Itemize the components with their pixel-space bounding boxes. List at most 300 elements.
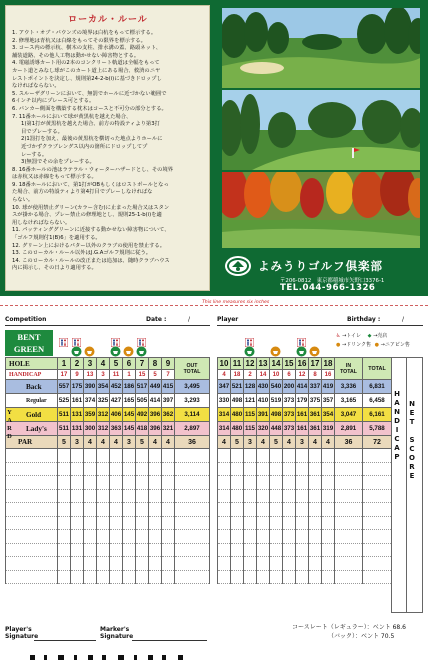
score-cell[interactable] [136, 530, 149, 544]
score-cell[interactable] [110, 557, 123, 571]
score-cell[interactable] [175, 489, 210, 503]
score-cell[interactable] [257, 476, 270, 490]
score-cell[interactable] [162, 516, 175, 530]
score-cell[interactable] [136, 503, 149, 517]
score-cell[interactable] [149, 476, 162, 490]
par-total: 72 [363, 436, 392, 449]
local-rule-line: らない。 [12, 197, 34, 204]
score-cell[interactable] [257, 489, 270, 503]
score-cell[interactable] [84, 449, 97, 463]
score-cell[interactable] [136, 557, 149, 571]
score-cell[interactable] [58, 516, 71, 530]
score-row [6, 543, 210, 557]
score-cell[interactable] [244, 516, 257, 530]
score-cell[interactable] [322, 449, 335, 463]
score-cell[interactable] [363, 503, 392, 517]
score-cell[interactable] [110, 503, 123, 517]
score-cell[interactable] [335, 503, 363, 517]
score-cell[interactable] [335, 516, 363, 530]
score-cell[interactable] [58, 503, 71, 517]
score-cell[interactable] [257, 570, 270, 584]
score-cell[interactable] [218, 503, 231, 517]
score-cell[interactable] [218, 476, 231, 490]
yardage-value: 511 [58, 408, 71, 422]
score-cell[interactable] [257, 462, 270, 476]
score-cell[interactable] [149, 489, 162, 503]
score-cell[interactable] [218, 530, 231, 544]
score-cell[interactable] [110, 543, 123, 557]
score-cell[interactable] [84, 503, 97, 517]
score-cell[interactable] [322, 557, 335, 571]
score-cell[interactable] [218, 516, 231, 530]
score-cell[interactable] [110, 462, 123, 476]
score-cell[interactable] [363, 530, 392, 544]
score-cell[interactable] [270, 543, 283, 557]
score-cell[interactable] [335, 570, 363, 584]
score-cell[interactable] [270, 449, 283, 463]
score-cell[interactable] [309, 570, 322, 584]
score-cell[interactable] [244, 449, 257, 463]
score-cell[interactable] [231, 449, 244, 463]
score-cell[interactable] [123, 449, 136, 463]
score-cell[interactable] [162, 543, 175, 557]
score-cell[interactable] [123, 570, 136, 584]
score-cell[interactable] [363, 557, 392, 571]
score-cell[interactable] [283, 462, 296, 476]
score-cell[interactable] [283, 530, 296, 544]
score-cell[interactable] [162, 489, 175, 503]
score-cell[interactable] [309, 516, 322, 530]
score-cell[interactable] [283, 449, 296, 463]
score-cell[interactable] [363, 462, 392, 476]
score-cell[interactable] [58, 476, 71, 490]
score-cell[interactable] [296, 449, 309, 463]
local-rule-line: 近づかずクラブレングス以内の箇所にドロップしてプ [21, 143, 148, 150]
score-cell[interactable] [335, 557, 363, 571]
score-cell[interactable] [283, 570, 296, 584]
score-cell[interactable] [322, 516, 335, 530]
score-cell[interactable] [270, 503, 283, 517]
score-cell[interactable] [175, 449, 210, 463]
score-cell[interactable] [218, 462, 231, 476]
score-cell[interactable] [97, 530, 110, 544]
score-cell[interactable] [136, 449, 149, 463]
score-cell[interactable] [270, 462, 283, 476]
yardage-value: 337 [309, 380, 322, 394]
score-cell[interactable] [283, 503, 296, 517]
score-cell[interactable] [244, 557, 257, 571]
hole-number: 5 [110, 358, 123, 370]
score-cell[interactable] [123, 543, 136, 557]
bent-green-line2: GREEN [13, 344, 45, 354]
player-line [217, 325, 423, 326]
score-cell[interactable] [175, 462, 210, 476]
score-cell[interactable] [58, 449, 71, 463]
score-cell[interactable] [97, 476, 110, 490]
score-cell[interactable] [71, 530, 84, 544]
handicap-value: 3 [97, 370, 110, 380]
nearpin-icon: ● [374, 342, 380, 348]
total-header: TOTAL [363, 358, 392, 380]
score-cell[interactable] [322, 543, 335, 557]
score-cell[interactable] [110, 570, 123, 584]
local-rule-line: 6インチ以内にプレース可とする。 [12, 98, 95, 105]
score-cell[interactable] [270, 557, 283, 571]
par-value: 4 [283, 436, 296, 449]
yardage-value: 325 [97, 394, 110, 408]
score-cell[interactable] [123, 476, 136, 490]
player-label: Player [217, 316, 239, 323]
birthday-separator: / [402, 316, 405, 323]
par-value: 4 [84, 436, 97, 449]
score-cell[interactable] [257, 449, 270, 463]
yardage-value: 519 [270, 394, 283, 408]
score-cell[interactable] [71, 557, 84, 571]
hole-number: 1 [58, 358, 71, 370]
score-cell[interactable] [322, 462, 335, 476]
handicap-value: 4 [218, 370, 231, 380]
score-cell[interactable] [309, 476, 322, 490]
score-cell[interactable] [309, 557, 322, 571]
score-cell[interactable] [110, 489, 123, 503]
score-cell[interactable] [244, 462, 257, 476]
yardage-value: 517 [136, 380, 149, 394]
score-cell[interactable] [97, 543, 110, 557]
yardage-value: 121 [244, 394, 257, 408]
score-cell[interactable] [257, 530, 270, 544]
score-cell[interactable] [322, 489, 335, 503]
score-cell[interactable] [149, 557, 162, 571]
score-cell[interactable] [136, 516, 149, 530]
score-cell[interactable] [270, 516, 283, 530]
score-cell[interactable] [97, 557, 110, 571]
score-cell[interactable] [97, 462, 110, 476]
score-cell[interactable] [218, 449, 231, 463]
local-rule-line: は赤杭又は赤線をもって標示する。 [12, 174, 97, 181]
score-cell[interactable] [283, 543, 296, 557]
score-cell[interactable] [296, 516, 309, 530]
score-cell[interactable] [335, 462, 363, 476]
handicap-value: 12 [296, 370, 309, 380]
score-player-cell[interactable] [6, 543, 58, 557]
score-cell[interactable] [270, 476, 283, 490]
score-cell[interactable] [309, 530, 322, 544]
score-cell[interactable] [175, 503, 210, 517]
score-cell[interactable] [110, 530, 123, 544]
yardage-value: 200 [283, 380, 296, 394]
score-player-cell[interactable] [6, 503, 58, 517]
score-cell[interactable] [218, 570, 231, 584]
score-cell[interactable] [335, 543, 363, 557]
yardage-in-total: 3,047 [335, 408, 363, 422]
score-cell[interactable] [84, 476, 97, 490]
score-cell[interactable] [162, 570, 175, 584]
score-cell[interactable] [363, 516, 392, 530]
score-cell[interactable] [244, 476, 257, 490]
score-cell[interactable] [363, 543, 392, 557]
score-player-cell[interactable] [6, 462, 58, 476]
local-rule-line: 2. 修理地は青杭又は白線をもってその限界を標示する。 [12, 37, 146, 44]
score-cell[interactable] [296, 543, 309, 557]
score-cell[interactable] [335, 449, 363, 463]
score-cell[interactable] [244, 489, 257, 503]
player-signature-line [34, 640, 96, 641]
score-cell[interactable] [257, 557, 270, 571]
score-cell[interactable] [123, 489, 136, 503]
hole-row-label: HOLE [6, 358, 58, 370]
par-value: 4 [218, 436, 231, 449]
score-cell[interactable] [84, 489, 97, 503]
score-cell[interactable] [322, 503, 335, 517]
score-cell[interactable] [71, 462, 84, 476]
score-cell[interactable] [231, 489, 244, 503]
score-cell[interactable] [97, 489, 110, 503]
score-cell[interactable] [322, 530, 335, 544]
local-rule-line: なければならない。 [12, 83, 60, 90]
score-player-cell[interactable] [6, 476, 58, 490]
score-player-cell[interactable] [6, 557, 58, 571]
yardage-value: 362 [162, 408, 175, 422]
score-cell[interactable] [162, 449, 175, 463]
score-cell[interactable] [71, 489, 84, 503]
local-rule-line: 用しなければならない。 [12, 219, 71, 226]
score-cell[interactable] [270, 530, 283, 544]
score-cell[interactable] [149, 449, 162, 463]
score-cell[interactable] [71, 516, 84, 530]
par-value: 4 [322, 436, 335, 449]
score-cell[interactable] [149, 503, 162, 517]
score-cell[interactable] [149, 530, 162, 544]
score-cell[interactable] [244, 503, 257, 517]
score-player-cell[interactable] [6, 570, 58, 584]
score-cell[interactable] [363, 476, 392, 490]
score-cell[interactable] [257, 503, 270, 517]
yardage-value: 452 [110, 380, 123, 394]
score-cell[interactable] [175, 530, 210, 544]
score-cell[interactable] [97, 516, 110, 530]
yardage-value: 396 [149, 408, 162, 422]
course-photos [222, 8, 420, 248]
score-cell[interactable] [363, 489, 392, 503]
score-cell[interactable] [231, 476, 244, 490]
score-cell[interactable] [283, 557, 296, 571]
score-cell[interactable] [84, 462, 97, 476]
score-cell[interactable] [244, 530, 257, 544]
score-cell[interactable] [335, 476, 363, 490]
score-cell[interactable] [71, 503, 84, 517]
hole-number: 7 [136, 358, 149, 370]
local-rule-line: 3)無罰でその余をプレーする。 [21, 159, 95, 166]
score-player-cell[interactable] [6, 516, 58, 530]
handicap-value: 9 [71, 370, 84, 380]
score-cell[interactable] [84, 516, 97, 530]
score-cell[interactable] [231, 543, 244, 557]
score-cell[interactable] [136, 489, 149, 503]
score-cell[interactable] [309, 503, 322, 517]
score-cell[interactable] [71, 543, 84, 557]
score-cell[interactable] [296, 530, 309, 544]
score-cell[interactable] [309, 543, 322, 557]
score-cell[interactable] [175, 476, 210, 490]
local-rule-line: た場合、前方の特設ティより第4打目でプレーしなければな [12, 189, 153, 196]
score-cell[interactable] [136, 543, 149, 557]
score-player-cell[interactable] [6, 489, 58, 503]
score-cell[interactable] [84, 530, 97, 544]
handicap-value: 16 [322, 370, 335, 380]
legend-row-2 [336, 341, 410, 350]
score-cell[interactable] [296, 476, 309, 490]
score-cell[interactable] [136, 462, 149, 476]
date-label: Date : [146, 316, 167, 323]
score-cell[interactable] [231, 557, 244, 571]
score-cell[interactable] [149, 543, 162, 557]
score-player-cell[interactable] [6, 449, 58, 463]
score-cell[interactable] [231, 516, 244, 530]
score-cell[interactable] [175, 516, 210, 530]
score-cell[interactable] [335, 530, 363, 544]
score-cell[interactable] [175, 570, 210, 584]
score-cell[interactable] [149, 516, 162, 530]
score-cell[interactable] [322, 476, 335, 490]
yardage-in-total: 3,165 [335, 394, 363, 408]
score-cell[interactable] [309, 462, 322, 476]
score-row [218, 543, 392, 557]
score-row [218, 503, 392, 517]
score-cell[interactable] [84, 570, 97, 584]
score-cell[interactable] [363, 449, 392, 463]
local-rule-line: 9. 18番ホールにおいて、第1打がOBもしくはロストボールとなっ [12, 181, 169, 188]
score-cell[interactable] [110, 449, 123, 463]
score-cell[interactable] [244, 570, 257, 584]
score-cell[interactable] [175, 543, 210, 557]
score-cell[interactable] [123, 557, 136, 571]
score-cell[interactable] [296, 503, 309, 517]
score-cell[interactable] [110, 476, 123, 490]
score-cell[interactable] [123, 503, 136, 517]
score-cell[interactable] [257, 516, 270, 530]
score-cell[interactable] [162, 530, 175, 544]
score-cell[interactable] [162, 557, 175, 571]
score-cell[interactable] [309, 449, 322, 463]
score-cell[interactable] [270, 570, 283, 584]
yardage-value: 375 [309, 394, 322, 408]
local-rule-line: 8. 16番ホールの池はラテラル・ウォーターハザードとし、その境界 [12, 166, 174, 173]
score-cell[interactable] [123, 516, 136, 530]
local-rule-line: 1. アウト・オブ・バウンズの境界は白杭をもって標示する。 [12, 30, 157, 36]
yardage-out-total: 3,293 [175, 394, 210, 408]
score-cell[interactable] [309, 489, 322, 503]
handicap-vertical-label: HANDICAP [393, 390, 401, 462]
score-cell[interactable] [231, 530, 244, 544]
score-cell[interactable] [123, 462, 136, 476]
score-cell[interactable] [97, 503, 110, 517]
local-rules-list [12, 30, 204, 273]
score-cell[interactable] [58, 462, 71, 476]
yardage-value: 390 [84, 380, 97, 394]
yardage-value: 357 [322, 394, 335, 408]
score-cell[interactable] [149, 570, 162, 584]
score-cell[interactable] [97, 449, 110, 463]
score-row [6, 557, 210, 571]
local-rule-line: 目でプレーする。 [21, 128, 63, 135]
yardage-value: 406 [110, 408, 123, 422]
yardage-value: 347 [218, 380, 231, 394]
score-cell[interactable] [136, 476, 149, 490]
score-cell[interactable] [296, 570, 309, 584]
score-cell[interactable] [58, 489, 71, 503]
score-cell[interactable] [162, 503, 175, 517]
score-cell[interactable] [58, 530, 71, 544]
score-player-cell[interactable] [6, 530, 58, 544]
yardage-total: 6,831 [363, 380, 392, 394]
score-cell[interactable] [296, 462, 309, 476]
score-cell[interactable] [58, 570, 71, 584]
score-cell[interactable] [218, 557, 231, 571]
score-cell[interactable] [58, 557, 71, 571]
yardage-value: 505 [136, 394, 149, 408]
score-cell[interactable] [149, 462, 162, 476]
score-cell[interactable] [71, 570, 84, 584]
net-score-vertical-label: NET SCORE [408, 400, 416, 481]
hole-number: 9 [162, 358, 175, 370]
score-cell[interactable] [283, 489, 296, 503]
legend-row-1 [336, 332, 410, 341]
score-cell[interactable] [270, 489, 283, 503]
score-cell[interactable] [123, 530, 136, 544]
score-cell[interactable] [231, 570, 244, 584]
score-cell[interactable] [136, 570, 149, 584]
birthday-label: Birthday : [347, 316, 381, 323]
score-cell[interactable] [296, 489, 309, 503]
score-cell[interactable] [244, 543, 257, 557]
score-cell[interactable] [84, 557, 97, 571]
date-separator: / [188, 316, 191, 323]
handicap-value: 6 [283, 370, 296, 380]
score-cell[interactable] [231, 503, 244, 517]
brochure-panel [0, 0, 428, 296]
yardage-value: 397 [162, 394, 175, 408]
score-cell[interactable] [296, 557, 309, 571]
score-row [218, 557, 392, 571]
score-cell[interactable] [257, 543, 270, 557]
score-cell[interactable] [175, 557, 210, 571]
score-cell[interactable] [58, 543, 71, 557]
score-cell[interactable] [335, 489, 363, 503]
score-cell[interactable] [162, 476, 175, 490]
score-cell[interactable] [97, 570, 110, 584]
marker-signature-label: Marker's Signature [100, 626, 134, 640]
score-cell[interactable] [218, 489, 231, 503]
bent-green-line1: BENT [17, 332, 41, 342]
score-cell[interactable] [71, 449, 84, 463]
score-cell[interactable] [218, 543, 231, 557]
scorecard-out-table [5, 357, 210, 584]
score-cell[interactable] [110, 516, 123, 530]
score-cell[interactable] [363, 570, 392, 584]
yardage-value: 525 [58, 394, 71, 408]
score-cell[interactable] [162, 462, 175, 476]
score-cell[interactable] [283, 476, 296, 490]
par-value: 5 [136, 436, 149, 449]
score-cell[interactable] [283, 516, 296, 530]
yardage-value: 186 [123, 380, 136, 394]
score-cell[interactable] [231, 462, 244, 476]
score-cell[interactable] [322, 570, 335, 584]
yardage-row-lady [218, 422, 392, 436]
course-rating: コースレート（レギュラー）：ベント 68.6 [292, 624, 406, 631]
score-cell[interactable] [84, 543, 97, 557]
score-cell[interactable] [71, 476, 84, 490]
